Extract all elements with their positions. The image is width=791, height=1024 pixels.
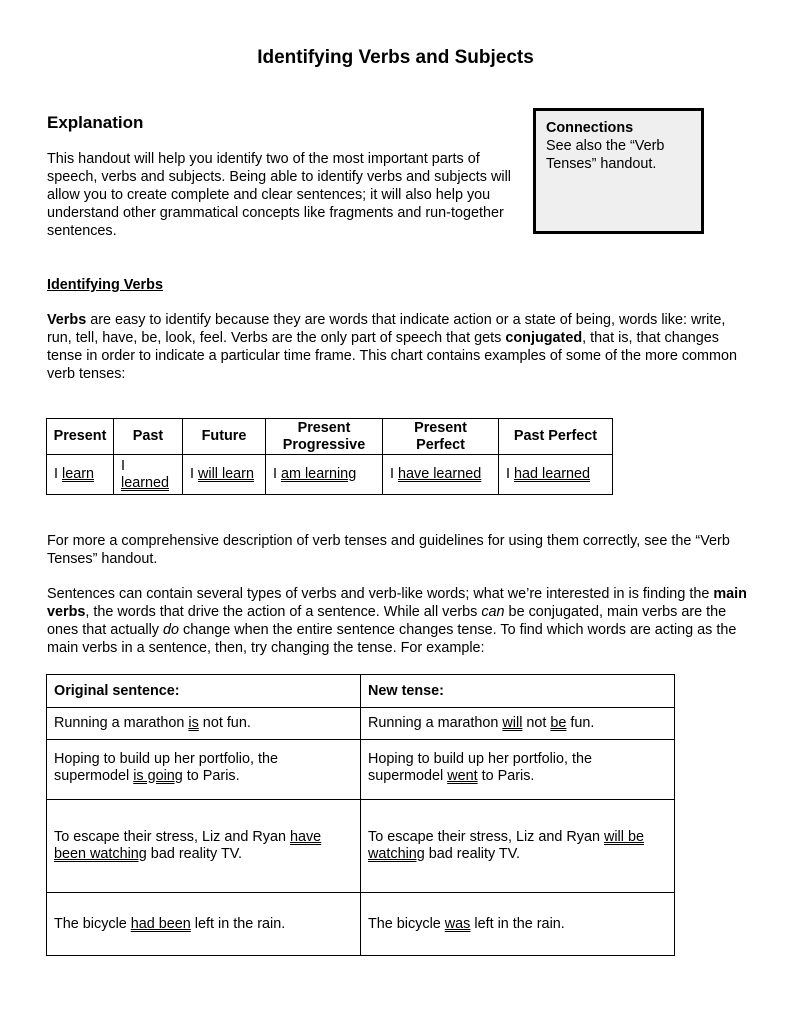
tense-example — [114, 455, 183, 495]
text: Running a marathon — [368, 715, 503, 731]
original-header: Original sentence: — [47, 675, 361, 708]
explanation-heading: Explanation — [47, 113, 144, 132]
text: to Paris. — [182, 768, 240, 784]
verbs-text-b: , that is, that changes tense in order to indicate a particular time frame. This chart contains examples of some of the more common verb tenses: — [47, 330, 737, 382]
text: not — [522, 715, 551, 731]
example-row — [47, 708, 675, 740]
pronoun: I — [190, 466, 194, 482]
text: left in the rain. — [190, 915, 286, 932]
text: be conjugated, main verbs are the ones that actually — [47, 604, 727, 638]
new-tense-header: New tense: — [361, 675, 675, 708]
verb-underlined: is going — [133, 768, 183, 784]
tense-header: Present Perfect — [383, 419, 499, 455]
connections-title: Connections — [546, 120, 634, 136]
verb-underlined: will learn — [198, 466, 254, 482]
text: bad reality TV. — [146, 846, 243, 862]
original-sentence — [47, 800, 361, 893]
text: To escape their stress, Liz and Ryan — [368, 829, 604, 845]
verb-underlined: will — [502, 715, 523, 731]
original-sentence — [47, 740, 361, 800]
tense-example-row — [47, 455, 613, 495]
verb-underlined: was — [444, 915, 471, 932]
emphasis: can — [481, 604, 505, 620]
verb-tenses-reference: For more a comprehensive description of verb tenses and guidelines for using them correctly, see the “Verb Tenses” handout. — [47, 533, 730, 567]
verb-underlined: have been watching — [54, 829, 322, 862]
pronoun: I — [506, 466, 510, 482]
verb-tense-table — [46, 418, 613, 495]
tense-header: Past Perfect — [499, 419, 613, 455]
text: not fun. — [198, 715, 251, 731]
text: Sentences can contain several types of verbs and verb-like words; what we’re interested in is finding the — [47, 586, 714, 602]
example-row — [47, 893, 675, 956]
example-header-row — [47, 675, 675, 708]
identifying-verbs-heading: Identifying Verbs — [47, 277, 163, 293]
verb-underlined: learn — [62, 466, 94, 482]
tense-header: Present Progressive — [266, 419, 383, 455]
main-verbs-paragraph — [47, 585, 747, 657]
text: Hoping to build up her portfolio, the supermodel — [54, 751, 279, 784]
verb-underlined: is — [188, 715, 199, 731]
verb-underlined: had learned — [514, 466, 591, 482]
tense-example — [183, 455, 266, 495]
tense-example — [47, 455, 114, 495]
text: bad reality TV. — [424, 846, 520, 862]
verb-underlined: went — [447, 768, 478, 784]
text: change when the entire sentence changes tense. To find which words are acting as the main verbs in a sentence, then, try changing the tense. For example: — [47, 622, 737, 656]
verbs-text-a: are easy to identify because they are words that indicate action or a state of being, words like: write, run, tell, have, be, look, feel. Verbs are the only part of speech that gets — [47, 312, 726, 346]
new-sentence — [361, 740, 675, 800]
text: Hoping to build up her portfolio, the supermodel — [368, 751, 593, 784]
verb-underlined: learned — [121, 474, 170, 491]
original-sentence — [47, 893, 361, 956]
verb-underlined: had been — [130, 915, 191, 932]
tense-header: Future — [183, 419, 266, 455]
pronoun: I — [121, 457, 125, 474]
new-sentence — [361, 708, 675, 740]
verbs-term: Verbs — [47, 312, 87, 328]
example-table — [46, 674, 675, 956]
example-row — [47, 800, 675, 893]
new-sentence — [361, 893, 675, 956]
text: The bicycle — [54, 915, 131, 932]
text: To escape their stress, Liz and Ryan — [54, 829, 290, 845]
text: Running a marathon — [54, 715, 189, 731]
connections-text: See also the “Verb Tenses” handout. — [546, 138, 665, 172]
verb-underlined: have learned — [398, 466, 482, 482]
explanation-text: This handout will help you identify two of the most important parts of speech, verbs and subjects. Being able to identify verbs and subjects will allow you to create complete and clear sentences; it will also help you understand other grammatical concepts like fragments and run-together sentences. — [47, 151, 511, 239]
text: left in the rain. — [470, 915, 565, 932]
verbs-paragraph — [47, 311, 747, 383]
connections-box — [533, 108, 704, 234]
page-title: Identifying Verbs and Subjects — [257, 47, 534, 68]
pronoun: I — [54, 466, 58, 482]
verb-underlined: be — [550, 715, 567, 731]
example-row — [47, 740, 675, 800]
text: The bicycle — [368, 915, 445, 932]
text: , the words that drive the action of a sentence. While all verbs — [85, 604, 482, 620]
tense-example — [383, 455, 499, 495]
conjugated-term: conjugated — [505, 330, 583, 346]
tense-example — [266, 455, 383, 495]
text: fun. — [566, 715, 595, 731]
emphasis: do — [163, 622, 180, 638]
new-sentence — [361, 800, 675, 893]
tense-header: Past — [114, 419, 183, 455]
tense-header: Present — [47, 419, 114, 455]
original-sentence — [47, 708, 361, 740]
tense-header-row — [47, 419, 613, 455]
verb-underlined: will be watching — [368, 829, 644, 862]
verb-underlined: am learning — [281, 466, 357, 482]
pronoun: I — [273, 466, 277, 482]
tense-example — [499, 455, 613, 495]
pronoun: I — [390, 466, 394, 482]
main-verbs-term: main verbs — [47, 586, 747, 620]
text: to Paris. — [477, 768, 535, 784]
